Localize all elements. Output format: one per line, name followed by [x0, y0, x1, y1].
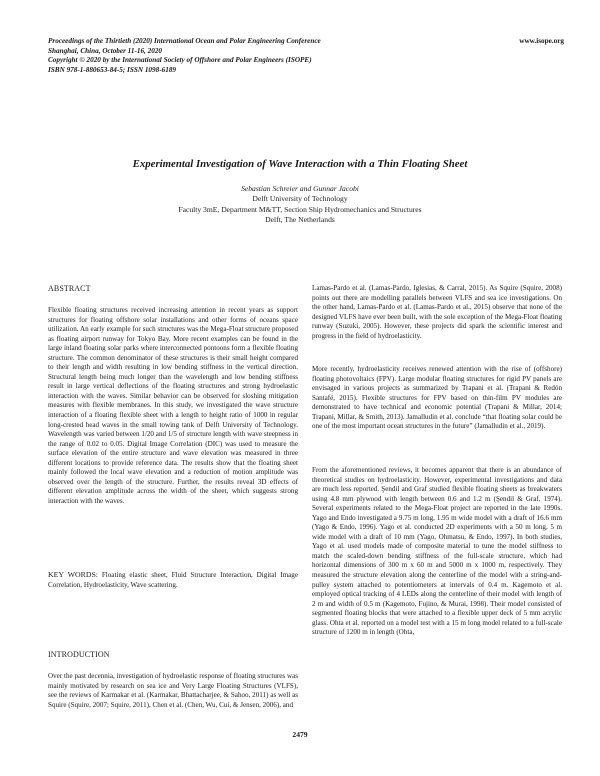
introduction-heading: INTRODUCTION [48, 650, 110, 659]
page-number: 2479 [292, 730, 308, 739]
author-block [0, 184, 600, 226]
author-names: Sebastian Schreier and Gunnar Jacobi [241, 184, 359, 193]
copyright-line: Copyright © 2020 by the International Society of Offshore and Polar Engineers (ISOPE) [48, 56, 312, 65]
website-link[interactable]: www.isope.org [519, 37, 564, 45]
isbn-line: ISBN 978-1-880653-84-5; ISSN 1098-6189 [48, 65, 176, 74]
paper-title: Experimental Investigation of Wave Interaction with a Thin Floating Sheet [132, 158, 468, 170]
introduction-text: Over the past decennia, investigation of hydroelastic response of floating structures was mainly motivated by research on sea ice and Very Large Floating Structures (VLFS), see the reviews of Karmakar et al. (Karmakar, Bhattacharjee, & Sahoo, 2011) as well as Squire (Squire, 2007; Squire, 2011), Chen et al. (Chen, Wu, Cui, & Jensen, 2006), and [48, 672, 298, 709]
proceedings-header [48, 37, 428, 75]
abstract-text: Flexible floating structures received increasing attention in recent years as support structures for floating offshore solar installations and other forms of oceans space utilization. An early example for such structures was the Mega-Float structure proposed as floating airport runway for Tokyo Bay. More recent examples can be found in the large inland floating solar parks where interconnected pontoons form a flexible floating structure. The common denominator of these structures is their small height compared to their length and width resulting in low bending stiffness in the vertical direction. Structural length being much longer than the wavelength and low bending stiffness result in large vertical deflections of the floating structures and strong hydroelastic interaction with the waves. Similar behavior can be observed for sloshing mitigation measures with flexible membranes. In this study, we investigated the wave structure interaction of a floating flexible sheet with a length to height ratio of 1000 in regular long-crested head waves in the small towing tank of Delft University of Technology. Wavelength was varied between 1/20 and 1/5 of structure length with wave steepness in the range of 0.02 to 0.05. Digital Image Correlation (DIC) was used to measure the surface elevation of the entire structure and wave elevation was measured in three different locations to provide reference data. The results show that the floating sheet mainly followed the local wave elevation and a reduction of motion amplitude was observed over the length of the structure. Further, the results reveal 3D effects of different elevation amplitude across the width of the sheet, which suggests strong interaction with the waves. [48, 306, 298, 505]
affiliation-line: Delft University of Technology [252, 194, 348, 204]
keywords [48, 570, 298, 590]
affiliation-line: Faculty 3mE, Department M&TT, Section Ship Hydromechanics and Structures [178, 204, 422, 214]
affiliation-line: Delft, The Netherlands [265, 215, 335, 225]
body-paragraph: More recently, hydroelasticity receives renewed attention with the rise of (offshore) floating photovoltaics (FPV). Large modular floating structures for rigid PV panels are envisaged in various projects as summarized by Trapani et al. (Trapani & Redón Santafé, 2015). Flexible structures for FPV based on thin-film PV modules are demonstrated to have technical and economic potential (Trapani & Millar, 2014; Trapani, Millar, & Smith, 2013). Jamalludin et al. conclude “that floating solar could be one of the most important ocean structures in the future” (Jamalludin et al., 2019). [312, 365, 562, 431]
conference-location-line: Shanghai, China, October 11-16, 2020 [48, 46, 163, 55]
keywords-label: KEY WORDS: [48, 570, 98, 579]
body-paragraph: Lamas-Pardo et al. (Lamas-Pardo, Iglesias, & Carral, 2015). As Squire (Squire, 2008) points out there are modelling parallels between VLFS and sea ice investigations. On the other hand, Lamas-Pardo et al. (Lamas-Pardo et al., 2015) observe that none of the designed VLFS have ever been built, with the sole exception of the Mega-Float floating runway (Suzuki, 2005). However, these projects did spark the scientific interest and progress in the field of hydroelasticity. [312, 284, 562, 340]
proceedings-line: Proceedings of the Thirtieth (2020) International Ocean and Polar Engineering Conference [48, 37, 321, 45]
abstract-heading: ABSTRACT [48, 284, 91, 293]
body-paragraph: From the aforementioned reviews, it becomes apparent that there is an abundance of theoretical studies on hydroelasticity. However, experimental investigations and data are much less reported. Şendil and Graf studied flexible floating sheets as breakwaters using 4.8 mm plywood with length between 0.6 and 1.2 m (Şendil & Graf, 1974). Several experiments related to the Mega-Float project are reported in the late 1990s. Yago and Endo investigated a 9.75 m long, 1.95 m wide model with a draft of 16.6 mm (Yago & Endo, 1996). Yago et al. conducted 2D experiments with a 50 m long, 5 m wide model with a draft of 10 mm (Yago, Ohmatsu, & Endo, 1997). In both studies, Yago et al. used models made of composite material to tune the model stiffness to match the scaled-down bending stiffness of the full-scale structure, which had horizontal dimensions of 300 m x 60 m and 5000 m x 1000 m, respectively. They measured the structure elevation along the centerline of the model with a string-and-pulley system attached to potentiometers at intervals of 0.4 m. Kagemoto et al. employed optical tracking of 4 LEDs along the centerline of their model with length of 2 m and width of 0.5 m (Kagemoto, Fujino, & Murai, 1998). Their model consisted of segmented floating blocks that were attached to a flexible upper deck of 5 mm acrylic glass. Ohta et al. reported on a model test with a 15 m long model related to a full-scale structure of 1200 m in length (Ohta, [312, 466, 562, 637]
keywords-text: Floating elastic sheet, Fluid Structure Interaction, Digital Image Correlation, Hydroelasticity, Wave scattering. [48, 571, 298, 589]
